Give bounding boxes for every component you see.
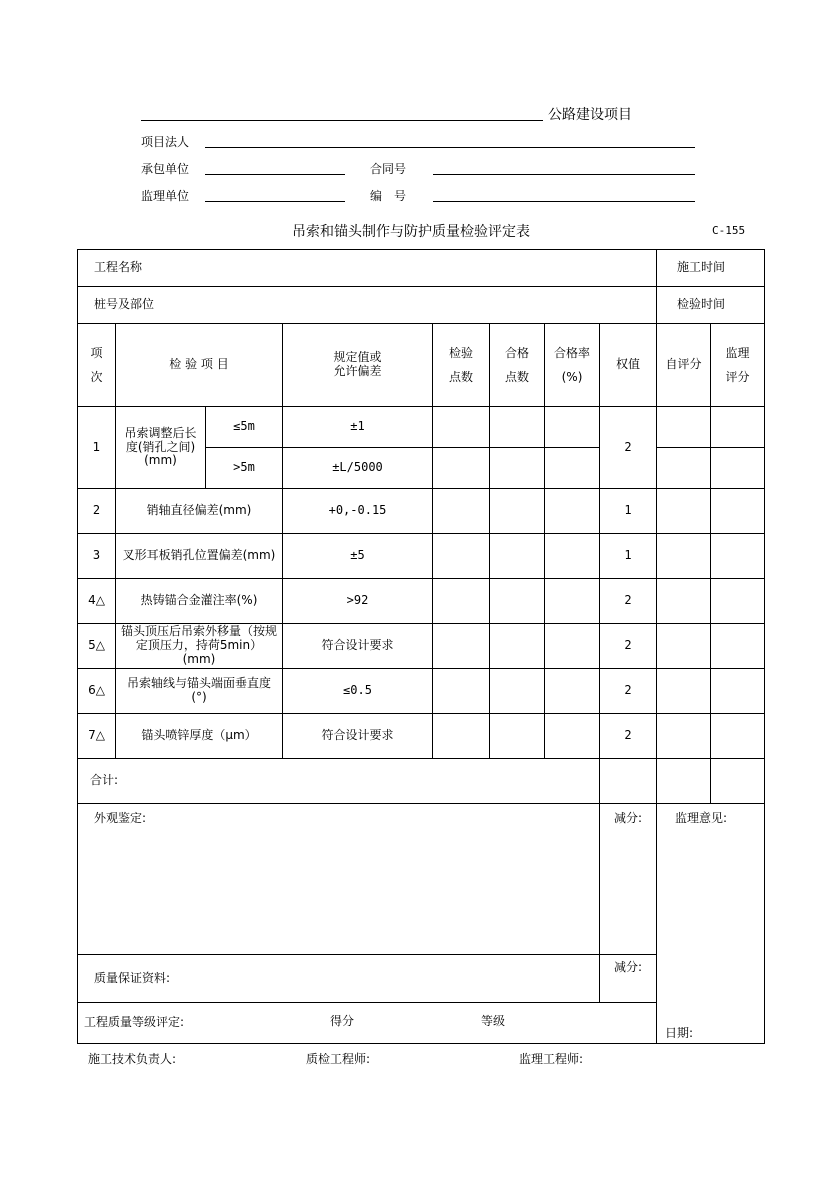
row-item: 吊索轴线与锚头端面垂直度(°): [116, 669, 283, 714]
total-label: 合计:: [78, 759, 600, 804]
col-item-no: 项 次: [78, 324, 116, 407]
deduction-label-2: 减分:: [600, 955, 657, 1003]
self-score-cell[interactable]: [657, 714, 711, 759]
col-pass-rate: 合格率 (%): [545, 324, 600, 407]
pass-points-cell[interactable]: [490, 407, 545, 448]
row-weight: 2: [600, 407, 657, 489]
project-name-label: 工程名称: [78, 250, 657, 287]
supervisor-label: 监理单位: [141, 189, 190, 203]
pass-rate-cell[interactable]: [545, 624, 600, 669]
pass-rate-cell[interactable]: [545, 534, 600, 579]
row-item: 吊索调整后长度(销孔之间)(mm): [116, 407, 206, 489]
row-no: 5△: [78, 624, 116, 669]
row-spec: ±L/5000: [283, 448, 433, 489]
supervisor-field[interactable]: [205, 201, 345, 202]
row-weight: 2: [600, 669, 657, 714]
pass-points-cell[interactable]: [490, 448, 545, 489]
row-spec: 符合设计要求: [283, 624, 433, 669]
pass-points-cell[interactable]: [490, 714, 545, 759]
pass-rate-cell[interactable]: [545, 489, 600, 534]
row-spec: >92: [283, 579, 433, 624]
supervision-score-cell[interactable]: [711, 714, 765, 759]
col-supervision-score: 监理 评分: [711, 324, 765, 407]
contract-no-label: 合同号: [370, 162, 407, 176]
construction-time-label: 施工时间: [657, 250, 765, 287]
project-suffix: 公路建设项目: [548, 107, 632, 123]
table-row: [78, 489, 765, 534]
table-row: [78, 579, 765, 624]
row-weight: 2: [600, 579, 657, 624]
row-item: 叉形耳板销孔位置偏差(mm): [116, 534, 283, 579]
check-points-cell[interactable]: [433, 579, 490, 624]
table-row: [78, 407, 765, 448]
supervision-score-cell[interactable]: [711, 489, 765, 534]
table-row: [78, 669, 765, 714]
row-no: 7△: [78, 714, 116, 759]
row-weight: 2: [600, 624, 657, 669]
form-code: C-155: [712, 224, 746, 237]
total-self-score-cell[interactable]: [657, 759, 711, 804]
row-no: 4△: [78, 579, 116, 624]
pass-rate-cell[interactable]: [545, 669, 600, 714]
row-no: 2: [78, 489, 116, 534]
col-weight: 权值: [600, 324, 657, 407]
pass-points-cell[interactable]: [490, 624, 545, 669]
pass-points-cell[interactable]: [490, 579, 545, 624]
number-field[interactable]: [433, 201, 695, 202]
grade-label: 等级: [481, 1014, 506, 1028]
supervision-score-cell[interactable]: [711, 669, 765, 714]
contractor-label: 承包单位: [141, 162, 190, 176]
pass-points-cell[interactable]: [490, 489, 545, 534]
total-row: [78, 759, 765, 804]
inspection-table: [77, 249, 765, 1044]
table-row: [78, 534, 765, 579]
row-item: 锚头顶压后吊索外移量（按规定顶压力，持荷5min）(mm): [116, 624, 283, 669]
date-label: 日期:: [665, 1026, 694, 1041]
supervision-score-cell[interactable]: [711, 534, 765, 579]
row-sub-item: >5m: [206, 448, 283, 489]
tech-lead-signature: 施工技术负责人:: [88, 1052, 177, 1066]
self-score-cell[interactable]: [657, 669, 711, 714]
row-spec: +0,-0.15: [283, 489, 433, 534]
self-score-cell[interactable]: [657, 489, 711, 534]
col-self-score: 自评分: [657, 324, 711, 407]
supervision-score-cell[interactable]: [711, 448, 765, 489]
pass-rate-cell[interactable]: [545, 407, 600, 448]
score-label: 得分: [330, 1014, 355, 1028]
quality-grade-row: [78, 1003, 657, 1044]
total-supervision-cell[interactable]: [711, 759, 765, 804]
table-row: [78, 624, 765, 669]
number-label: 编 号: [370, 189, 407, 203]
supervision-score-cell[interactable]: [711, 624, 765, 669]
self-score-cell[interactable]: [657, 407, 711, 448]
supervision-score-cell[interactable]: [711, 407, 765, 448]
self-score-cell[interactable]: [657, 448, 711, 489]
row-sub-item: ≤5m: [206, 407, 283, 448]
check-points-cell[interactable]: [433, 624, 490, 669]
col-item: 检 验 项 目: [116, 324, 283, 407]
total-weight-cell[interactable]: [600, 759, 657, 804]
project-name-line: [141, 120, 543, 121]
check-points-cell[interactable]: [433, 714, 490, 759]
pass-rate-cell[interactable]: [545, 579, 600, 624]
row-spec: ±1: [283, 407, 433, 448]
pass-points-cell[interactable]: [490, 534, 545, 579]
form-title: 吊索和锚头制作与防护质量检验评定表: [292, 224, 530, 240]
quality-docs-label: 质量保证资料:: [78, 955, 600, 1003]
row-spec: ±5: [283, 534, 433, 579]
row-weight: 2: [600, 714, 657, 759]
self-score-cell[interactable]: [657, 534, 711, 579]
legal-person-field[interactable]: [205, 147, 695, 148]
self-score-cell[interactable]: [657, 579, 711, 624]
supervision-score-cell[interactable]: [711, 579, 765, 624]
contract-no-field[interactable]: [433, 174, 695, 175]
inspection-time-label: 检验时间: [657, 287, 765, 324]
supervision-opinion-label: 监理意见:: [675, 811, 728, 825]
pass-points-cell[interactable]: [490, 669, 545, 714]
row-no: 1: [78, 407, 116, 489]
row-weight: 1: [600, 534, 657, 579]
self-score-cell[interactable]: [657, 624, 711, 669]
legal-person-label: 项目法人: [141, 135, 190, 149]
check-points-cell[interactable]: [433, 448, 490, 489]
quality-grade-label: 工程质量等级评定:: [84, 1015, 185, 1030]
check-points-cell[interactable]: [433, 489, 490, 534]
check-points-cell[interactable]: [433, 669, 490, 714]
pass-rate-cell[interactable]: [545, 714, 600, 759]
check-points-cell[interactable]: [433, 534, 490, 579]
deduction-label-1: 减分:: [600, 804, 657, 955]
row-item: 锚头喷锌厚度（μm）: [116, 714, 283, 759]
contractor-field[interactable]: [205, 174, 345, 175]
pass-rate-cell[interactable]: [545, 448, 600, 489]
col-check-points: 检验 点数: [433, 324, 490, 407]
check-points-cell[interactable]: [433, 407, 490, 448]
qc-engineer-signature: 质检工程师:: [306, 1052, 371, 1066]
table-row: [78, 714, 765, 759]
row-spec: ≤0.5: [283, 669, 433, 714]
supervision-opinion[interactable]: [657, 804, 765, 1044]
row-spec: 符合设计要求: [283, 714, 433, 759]
row-item: 热铸锚合金灌注率(%): [116, 579, 283, 624]
col-pass-points: 合格 点数: [490, 324, 545, 407]
row-no: 3: [78, 534, 116, 579]
appearance-label: 外观鉴定:: [78, 804, 600, 955]
col-spec: 规定值或 允许偏差: [283, 324, 433, 407]
station-label: 桩号及部位: [78, 287, 657, 324]
row-no: 6△: [78, 669, 116, 714]
row-weight: 1: [600, 489, 657, 534]
row-item: 销轴直径偏差(mm): [116, 489, 283, 534]
supervision-engineer-signature: 监理工程师:: [519, 1052, 584, 1066]
